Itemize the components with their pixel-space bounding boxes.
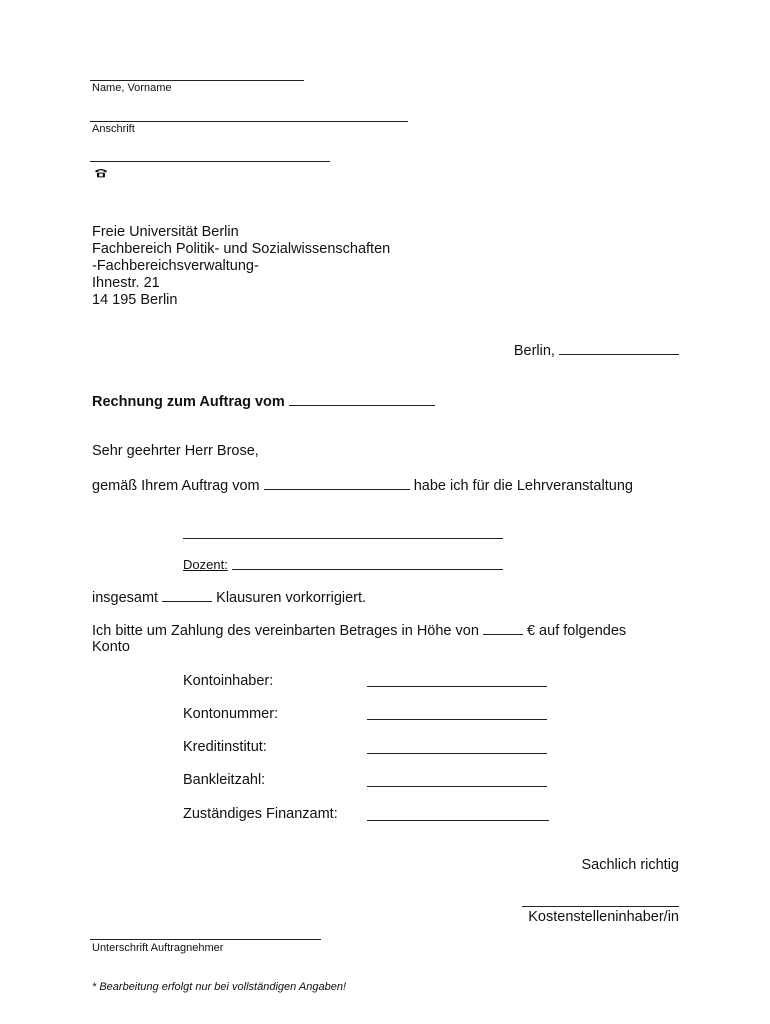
bank-label-account-number: Kontonummer: [183, 706, 279, 722]
dozent-line[interactable] [232, 569, 503, 570]
approval-label: Sachlich richtig [581, 857, 679, 873]
date-row [514, 342, 679, 359]
bank-label-tax-office: Zuständiges Finanzamt: [183, 806, 338, 822]
recipient-address [92, 224, 390, 309]
exam-count-field[interactable] [162, 589, 212, 602]
contractor-signature-line[interactable] [90, 939, 321, 940]
address-label: Anschrift [92, 123, 135, 135]
account-number-field[interactable] [367, 719, 547, 720]
total-line [92, 589, 366, 606]
bank-label-account-holder: Kontoinhaber: [183, 673, 274, 689]
address-line[interactable] [90, 121, 408, 122]
bank-label-institution: Kreditinstitut: [183, 739, 267, 755]
subject-label: Rechnung zum Auftrag vom [92, 394, 285, 410]
course-line[interactable] [183, 538, 503, 539]
order-line-end: habe ich für die Lehrveranstaltung [413, 478, 633, 494]
institution-field[interactable] [367, 753, 547, 754]
date-field[interactable] [559, 342, 679, 355]
cost-center-signature-line[interactable] [522, 906, 679, 907]
amount-field[interactable] [483, 622, 523, 635]
payment-line-2: Konto [92, 639, 130, 655]
recipient-line-5: 14 195 Berlin [92, 292, 178, 308]
footnote: * Bearbeitung erfolgt nur bei vollständigen Angaben! [92, 981, 346, 993]
cost-center-label: Kostenstelleninhaber/in [528, 909, 679, 925]
total-end: Klausuren vorkorrigiert. [216, 590, 367, 606]
subject-row [92, 393, 435, 410]
payment-start: Ich bitte um Zahlung des vereinbarten Betrages in Höhe von [92, 623, 479, 639]
sort-code-field[interactable] [367, 786, 547, 787]
recipient-line-2: Fachbereich Politik- und Sozialwissenschaften [92, 241, 391, 257]
account-holder-field[interactable] [367, 686, 547, 687]
recipient-line-1: Freie Universität Berlin [92, 224, 239, 240]
date-label: Berlin, [513, 343, 555, 359]
order-date-body-field[interactable] [264, 477, 410, 490]
telephone-icon [94, 165, 108, 183]
payment-line-1 [92, 622, 626, 639]
salutation: Sehr geehrter Herr Brose, [92, 443, 259, 459]
order-line-start: gemäß Ihrem Auftrag vom [92, 478, 260, 494]
bank-label-sort-code: Bankleitzahl: [183, 772, 266, 788]
dozent-label: Dozent: [183, 557, 228, 572]
order-date-field[interactable] [289, 393, 435, 406]
total-start: insgesamt [92, 590, 159, 606]
tax-office-field[interactable] [367, 820, 549, 821]
name-label: Name, Vorname [92, 82, 172, 94]
phone-line[interactable] [90, 161, 330, 162]
name-line[interactable] [90, 80, 304, 81]
contractor-signature-label: Unterschrift Auftragnehmer [92, 942, 224, 954]
recipient-line-4: Ihnestr. 21 [92, 275, 160, 291]
payment-end: € auf folgendes [526, 623, 627, 639]
order-line [92, 477, 633, 494]
recipient-line-3: -Fachbereichsverwaltung- [92, 258, 259, 274]
